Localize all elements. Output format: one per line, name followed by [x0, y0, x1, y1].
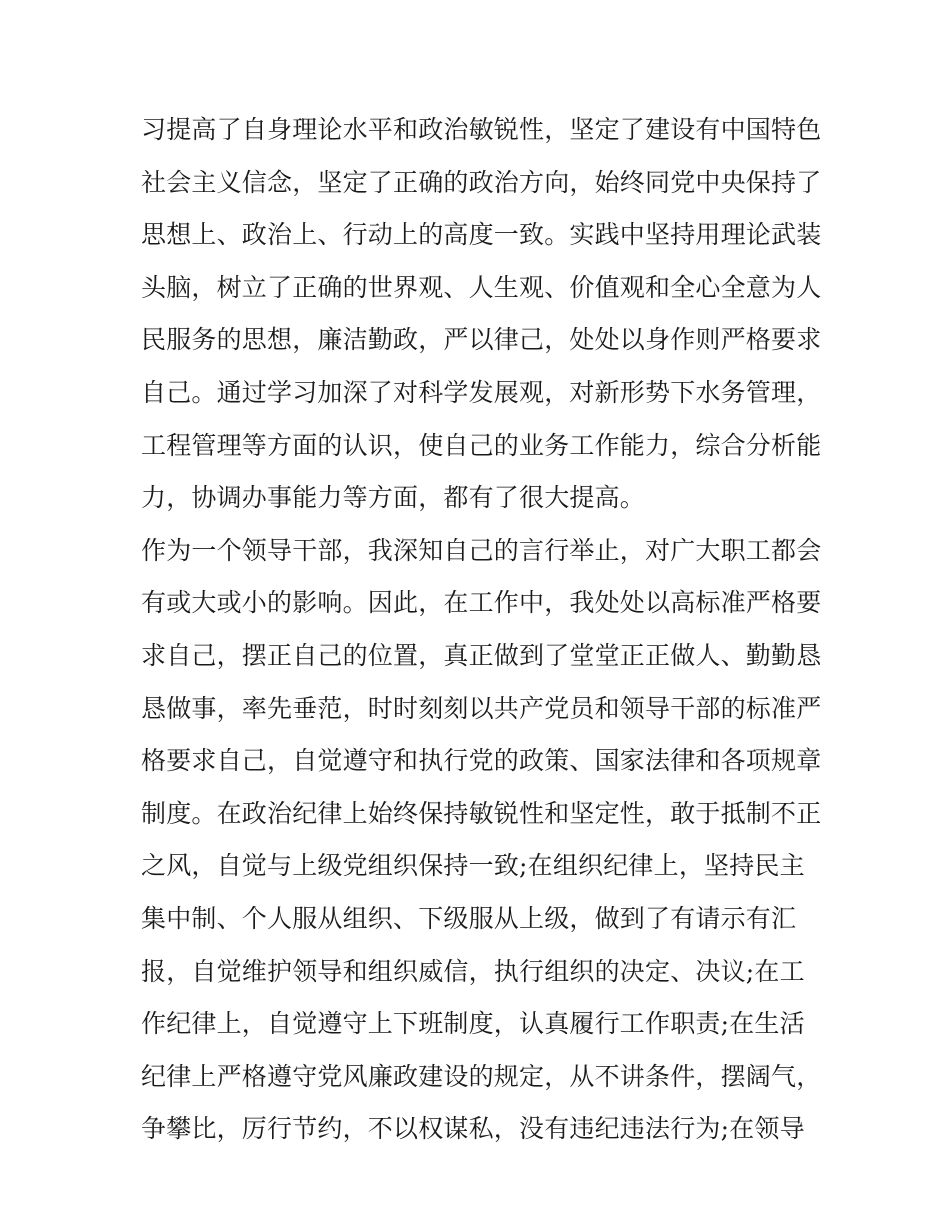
text-line: 自己。通过学习加深了对科学发展观，对新形势下水务管理，: [141, 377, 822, 407]
text-line: 作为一个领导干部，我深知自己的言行举止，对广大职工都会: [141, 535, 822, 565]
text-line: 报，自觉维护领导和组织威信，执行组织的决定、决议;在工: [141, 956, 805, 986]
text-line: 制度。在政治纪律上始终保持敏锐性和坚定性，敢于抵制不正: [141, 798, 822, 828]
text-line: 恳做事，率先垂范，时时刻刻以共产党员和领导干部的标准严: [141, 693, 822, 723]
text-line: 集中制、个人服从组织、下级服从上级，做到了有请示有汇: [141, 903, 797, 933]
text-line: 力，协调办事能力等方面，都有了很大提高。: [141, 483, 646, 513]
text-line: 争攀比，厉行节约，不以权谋私，没有违纪违法行为;在领导: [141, 1114, 805, 1144]
text-line: 格要求自己，自觉遵守和执行党的政策、国家法律和各项规章: [141, 746, 822, 776]
text-line: 习提高了自身理论水平和政治敏锐性，坚定了建设有中国特色: [141, 115, 822, 144]
text-line: 有或大或小的影响。因此，在工作中，我处处以高标准严格要: [141, 588, 822, 618]
text-line: 作纪律上，自觉遵守上下班制度，认真履行工作职责;在生活: [141, 1009, 805, 1039]
text-line: 之风，自觉与上级党组织保持一致;在组织纪律上，坚持民主: [141, 851, 805, 881]
text-line: 纪律上严格遵守党风廉政建设的规定，从不讲条件，摆阔气，: [141, 1061, 822, 1091]
text-line: 求自己，摆正自己的位置，真正做到了堂堂正正做人、勤勤恳: [141, 640, 822, 670]
text-line: 工程管理等方面的认识，使自己的业务工作能力，综合分析能: [141, 430, 822, 460]
body-text: [141, 104, 821, 1156]
text-line: 社会主义信念，坚定了正确的政治方向，始终同党中央保持了: [141, 167, 822, 197]
text-line: 民服务的思想，廉洁勤政，严以律己，处处以身作则严格要求: [141, 325, 822, 355]
text-line: 头脑，树立了正确的世界观、人生观、价值观和全心全意为人: [141, 272, 822, 302]
text-line: 思想上、政治上、行动上的高度一致。实践中坚持用理论武装: [141, 220, 822, 250]
